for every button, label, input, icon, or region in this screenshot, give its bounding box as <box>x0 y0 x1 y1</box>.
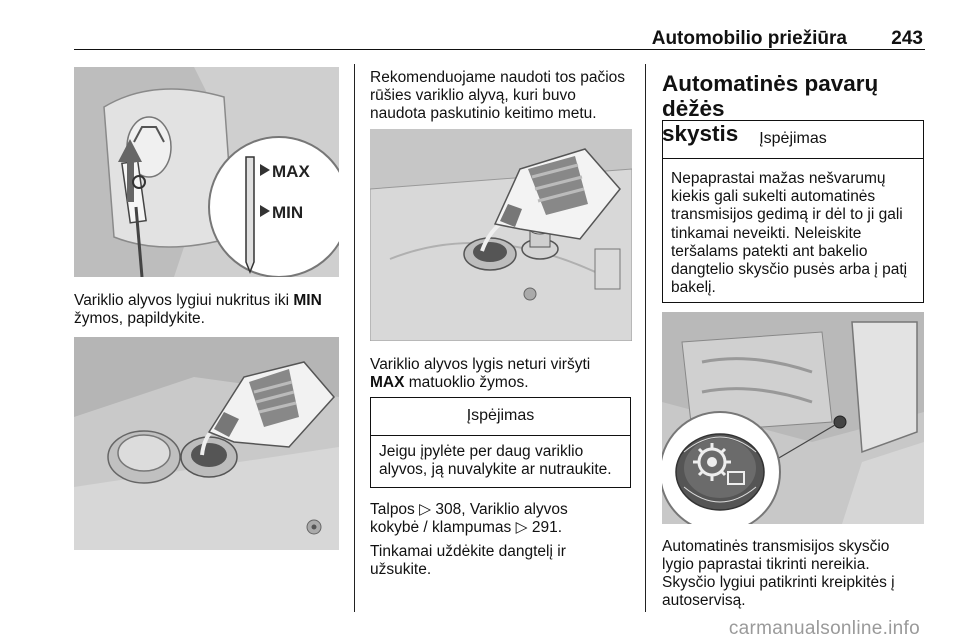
min-level-text: Variklio alyvos lygiui nukritus iki MIN žymos, papildykite. <box>74 292 322 327</box>
oil-fill-illustration <box>74 337 339 550</box>
warning-body: Nepaprastai mažas nešvarumų kiekis gali sukelti automatinės transmisijos gedimą ir dėl to ji gali tinkamai neveikti. Neleiskite teršalams patekti ant bakelio dangtelio skysčio pusės arba į patį bakelį. <box>671 170 908 297</box>
page-ref-link[interactable]: 291. <box>531 519 562 536</box>
transmission-fluid-text: Automatinės transmisijos skysčio lygio paprastai tikrinti nereikia. Skysčio lygiui patikrinti kreipkitės į autoservisą. <box>662 538 895 609</box>
recommendation-text: Rekomenduojame naudoti tos pačios rūšies variklio alyvą, kuri buvo naudota paskutinio keitimo metu. <box>370 69 626 122</box>
transmission-drawing <box>662 312 924 524</box>
min-mark-label: MIN <box>272 203 304 222</box>
dipstick-illustration <box>74 67 339 277</box>
warning-title: Įspėjimas <box>371 398 630 436</box>
warning-title: Įspėjimas <box>663 121 923 159</box>
warning-box-contamination <box>662 120 924 303</box>
warning-box-overfill <box>370 397 631 488</box>
dipstick-drawing <box>74 67 339 277</box>
page-ref-arrow-icon: ▷ <box>419 501 432 518</box>
oil-pour-drawing <box>370 129 632 341</box>
oil-fill-drawing <box>74 337 339 550</box>
page-ref-link[interactable]: 308 <box>435 501 462 518</box>
section-heading: Automatinės pavarų dėžės skystis <box>662 71 879 146</box>
transmission-fluid-illustration <box>662 312 924 524</box>
section-title: Automobilio priežiūra <box>651 28 847 49</box>
page-ref-arrow-icon: ▷ <box>515 519 528 536</box>
capacity-reference-text: Talpos ▷ 308, Variklio alyvos kokybė / klampumas ▷ 291. <box>370 501 568 536</box>
cap-instruction-text: Tinkamai uždėkite dangtelį ir užsukite. <box>370 543 566 578</box>
column-divider-2 <box>645 64 646 612</box>
min-bold: MIN <box>293 292 322 309</box>
page-header <box>74 28 925 50</box>
page-number: 243 <box>891 28 923 49</box>
oil-pour-illustration <box>370 129 632 341</box>
max-bold: MAX <box>370 374 405 391</box>
column-divider-1 <box>354 64 355 612</box>
max-level-text: Variklio alyvos lygis neturi viršyti MAX matuoklio žymos. <box>370 356 591 391</box>
watermark: carmanualsonline.info <box>728 618 920 639</box>
max-mark-label: MAX <box>272 162 310 181</box>
warning-body: Jeigu įpylėte per daug variklio alyvos, ją nuvalykite ar nutraukite. <box>379 443 612 478</box>
